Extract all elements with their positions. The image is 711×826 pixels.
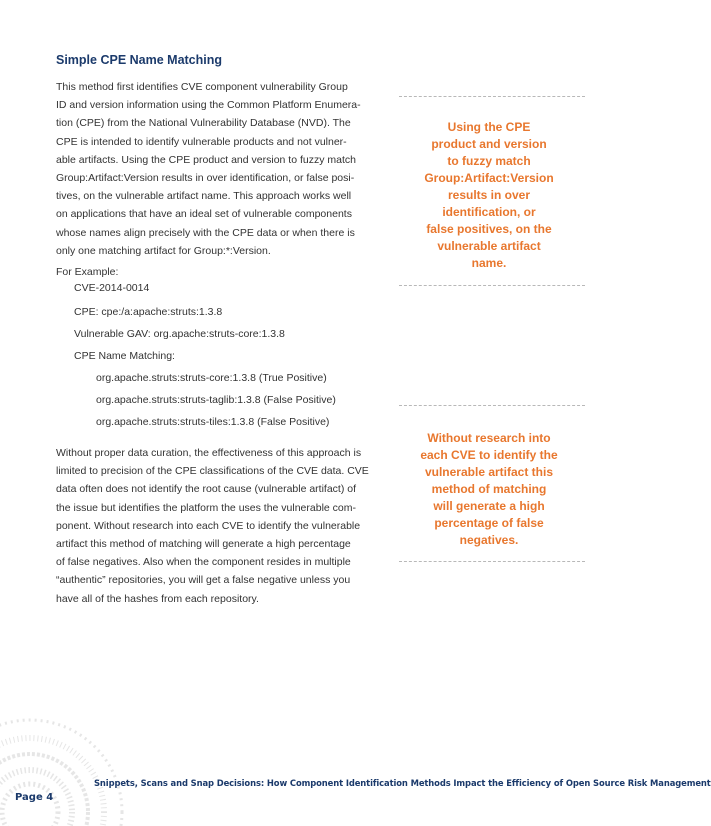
- decorative-arcs-icon: [0, 700, 150, 826]
- paragraph-line: Without proper data curation, the effectiveness of this approach is: [56, 447, 362, 459]
- pull-quote-line: identification, or: [442, 205, 536, 219]
- example-match: org.apache.struts:struts-core:1.3.8 (True Positive): [96, 372, 327, 384]
- paragraph-line: This method first identifies CVE component vulnerability Group: [56, 81, 348, 93]
- pull-quote-1: [396, 119, 582, 272]
- pull-quote-line: method of matching: [431, 482, 547, 496]
- pull-quote-2: [396, 430, 582, 549]
- pull-quote-line: will generate a high: [433, 499, 545, 513]
- example-cpe: CPE: cpe:/a:apache:struts:1.3.8: [74, 306, 223, 318]
- section-heading: Simple CPE Name Matching: [56, 53, 223, 67]
- pull-quote-line: negatives.: [459, 533, 519, 547]
- paragraph-line: only one matching artifact for Group:*:Version.: [56, 244, 271, 257]
- paragraph-line: able artifacts. Using the CPE product and version to fuzzy match: [56, 153, 356, 166]
- pull-quote-line: Without research into: [427, 431, 551, 445]
- pull-quote-line: Group:Artifact:Version: [424, 171, 554, 185]
- paragraph-line: CPE is intended to identify vulnerable products and not vulner-: [56, 135, 347, 148]
- pull-quote-line: Using the CPE: [447, 120, 531, 134]
- example-label: For Example:: [56, 266, 119, 278]
- paragraph-line: ponent. Without research into each CVE to identify the vulnerable: [56, 519, 361, 532]
- pull-quote-line: product and version: [431, 137, 547, 151]
- paragraph-line: tives, on the vulnerable artifact name. This approach works well: [56, 190, 352, 203]
- paragraph-line: of false negatives. Also when the component resides in multiple: [56, 556, 351, 569]
- paragraph-line: data often does not identify the root cause (vulnerable artifact) of: [56, 483, 357, 496]
- example-matching-label: CPE Name Matching:: [74, 350, 175, 362]
- pull-quote-line: name.: [471, 256, 507, 270]
- paragraph-line: limited to precision of the CPE classifications of the CVE data. CVE: [56, 465, 369, 478]
- callout-divider: [399, 285, 585, 286]
- pull-quote-line: vulnerable artifact: [437, 239, 541, 253]
- pull-quote-line: vulnerable artifact this: [424, 465, 554, 479]
- footer-title: Snippets, Scans and Snap Decisions: How Component Identification Methods Impact the Efficiency of Open Source Risk Management: [94, 778, 711, 788]
- example-gav: Vulnerable GAV: org.apache:struts-core:1.3.8: [74, 328, 285, 340]
- paragraph-line: “authentic” repositories, you will get a false negative unless you: [56, 574, 351, 587]
- example-match: org.apache.struts:struts-tiles:1.3.8 (False Positive): [96, 416, 330, 428]
- paragraph-line: artifact this method of matching will generate a high percentage: [56, 538, 351, 551]
- paragraph-line: Group:Artifact:Version results in over identification, or false posi-: [56, 172, 355, 185]
- paragraph-line: the issue but identifies the platform the uses the vulnerable com-: [56, 501, 356, 514]
- pull-quote-line: to fuzzy match: [447, 154, 531, 168]
- callout-divider: [399, 405, 585, 406]
- example-match: org.apache.struts:struts-taglib:1.3.8 (False Positive): [96, 394, 336, 406]
- paragraph-line: ID and version information using the Common Platform Enumera-: [56, 99, 361, 112]
- paragraph-line: whose names align precisely with the CPE data or when there is: [56, 226, 355, 239]
- example-cve: CVE-2014-0014: [74, 282, 150, 294]
- pull-quote-line: results in over: [447, 188, 531, 202]
- page-number: Page 4: [15, 792, 54, 803]
- pull-quote-line: percentage of false: [434, 516, 544, 530]
- paragraph-2: [56, 444, 384, 608]
- paragraph-line: tion (CPE) from the National Vulnerability Database (NVD). The: [56, 117, 351, 130]
- callout-divider: [399, 96, 585, 97]
- paragraph-1: [56, 78, 384, 260]
- pull-quote-line: each CVE to identify the: [420, 448, 558, 462]
- paragraph-line: have all of the hashes from each repository.: [56, 592, 259, 605]
- paragraph-line: on applications that have an ideal set of vulnerable components: [56, 208, 352, 221]
- callout-divider: [399, 561, 585, 562]
- pull-quote-line: false positives, on the: [426, 222, 552, 236]
- example-block: [56, 264, 384, 433]
